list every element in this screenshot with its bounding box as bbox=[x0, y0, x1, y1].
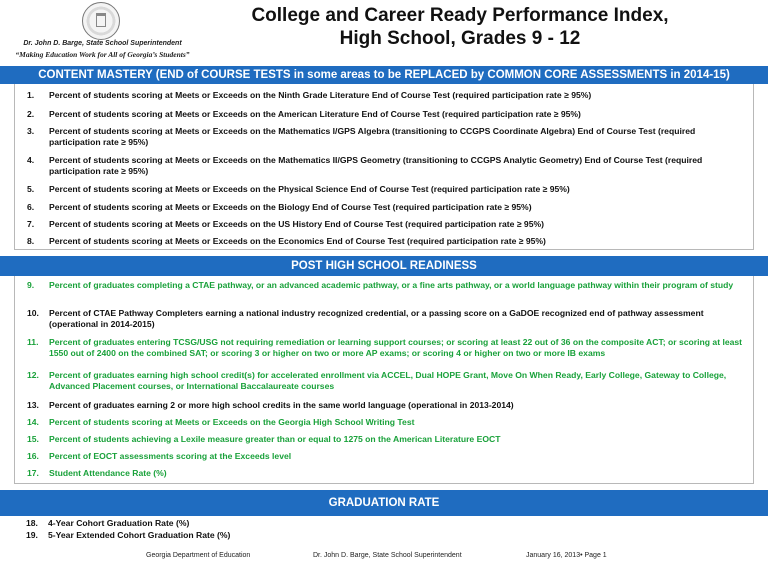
item-number: 12. bbox=[27, 370, 39, 380]
item-number: 7. bbox=[27, 219, 35, 229]
item-number: 3. bbox=[27, 126, 35, 136]
item-text: Percent of CTAE Pathway Completers earning a national industry recognized credential, or a passing score on a GaDOE recognized end of pathway assessment (operational in 2014-2015) bbox=[49, 308, 704, 329]
list-item bbox=[27, 400, 747, 411]
list-item bbox=[27, 451, 747, 462]
item-number: 14. bbox=[27, 417, 39, 427]
list-item bbox=[27, 202, 747, 213]
list-item bbox=[26, 518, 746, 529]
item-number: 15. bbox=[27, 434, 39, 444]
list-item bbox=[27, 219, 747, 230]
superintendent-name: Dr. John D. Barge, State School Superintendent bbox=[23, 40, 182, 47]
footer-superintendent: Dr. John D. Barge, State School Superintendent bbox=[313, 552, 462, 559]
list-item bbox=[27, 417, 747, 428]
item-text: Percent of students scoring at Meets or Exceeds on the Ninth Grade Literature End of Course Test (required participation rate ≥ 95%) bbox=[49, 90, 592, 100]
item-number: 16. bbox=[27, 451, 39, 461]
item-number: 13. bbox=[27, 400, 39, 410]
item-number: 17. bbox=[27, 468, 39, 478]
item-text: Percent of students achieving a Lexile measure greater than or equal to 1275 on the American Literature EOCT bbox=[49, 434, 501, 444]
item-number: 18. bbox=[26, 518, 38, 528]
item-text: Percent of students scoring at Meets or Exceeds on the Physical Science End of Course Test (required participation rate ≥ 95%) bbox=[49, 184, 570, 194]
item-text: Percent of students scoring at Meets or Exceeds on the American Literature End of Course Test (required participation rate ≥ 95%) bbox=[49, 109, 581, 119]
item-text: Percent of graduates entering TCSG/USG not requiring remediation or learning support courses; or scoring at least 22 out of 36 on the composite ACT; or scoring at least 1550 out of 2400 on the combined SAT; or scoring 3 or higher on two or more AP exams; or scoring 4 or higher on two or more IB exams bbox=[49, 337, 743, 358]
item-text: Percent of students scoring at Meets or Exceeds on the Mathematics I/GPS Algebra (transitioning to CCGPS Coordinate Algebra) End of Course Test (required participation rate ≥ 95%) bbox=[49, 126, 696, 147]
post-high-school-readiness-section bbox=[14, 276, 754, 484]
content-mastery-heading: CONTENT MASTERY (END of COURSE TESTS in some areas to be REPLACED by COMMON CORE ASSESSMENTS in 2014-15) bbox=[0, 66, 768, 84]
list-item bbox=[27, 280, 747, 291]
item-text: Percent of students scoring at Meets or Exceeds on the Economics End of Course Test (required participation rate ≥ 95%) bbox=[49, 236, 546, 246]
page-footer bbox=[0, 552, 768, 566]
item-number: 9. bbox=[27, 280, 35, 290]
list-item bbox=[27, 308, 747, 330]
list-item bbox=[27, 90, 747, 101]
page-title bbox=[205, 4, 715, 50]
item-text: Student Attendance Rate (%) bbox=[49, 468, 167, 478]
list-item bbox=[27, 109, 747, 120]
item-number: 10. bbox=[27, 308, 39, 318]
graduation-rate-heading: GRADUATION RATE bbox=[0, 490, 768, 516]
list-item bbox=[27, 155, 747, 177]
title-line-1: College and Career Ready Performance Index, bbox=[251, 5, 669, 26]
motto: “Making Education Work for All of Georgia’s Students” bbox=[15, 50, 190, 59]
item-number: 5. bbox=[27, 184, 35, 194]
item-text: 5-Year Extended Cohort Graduation Rate (%) bbox=[48, 530, 231, 540]
item-number: 1. bbox=[27, 90, 35, 100]
title-line-2: High School, Grades 9 - 12 bbox=[339, 28, 581, 49]
footer-organization: Georgia Department of Education bbox=[146, 552, 251, 559]
item-number: 2. bbox=[27, 109, 35, 119]
item-number: 6. bbox=[27, 202, 35, 212]
item-number: 19. bbox=[26, 530, 38, 540]
item-number: 4. bbox=[27, 155, 35, 165]
list-item bbox=[27, 434, 747, 445]
footer-date-page: January 16, 2013• Page 1 bbox=[526, 552, 607, 559]
item-text: Percent of students scoring at Meets or Exceeds on the Biology End of Course Test (required participation rate ≥ 95%) bbox=[49, 202, 532, 212]
item-text: Percent of students scoring at Meets or Exceeds on the Mathematics II/GPS Geometry (transitioning to CCGPS Analytic Geometry) End of Course Test (required participation rate ≥ 95%) bbox=[49, 155, 703, 176]
list-item bbox=[27, 126, 747, 148]
post-high-school-readiness-heading: POST HIGH SCHOOL READINESS bbox=[0, 256, 768, 276]
georgia-state-seal-icon bbox=[82, 2, 120, 40]
graduation-rate-section bbox=[14, 516, 754, 544]
page-header bbox=[0, 0, 768, 66]
list-item bbox=[27, 468, 747, 479]
item-number: 8. bbox=[27, 236, 35, 246]
list-item bbox=[27, 337, 747, 359]
content-mastery-section bbox=[14, 84, 754, 250]
item-text: Percent of students scoring at Meets or Exceeds on the US History End of Course Test (required participation rate ≥ 95%) bbox=[49, 219, 544, 229]
item-text: Percent of graduates earning high school credit(s) for accelerated enrollment via ACCEL, Dual HOPE Grant, Move On When Ready, Early College, Gateway to College, Advanced Placement courses, or International Baccalaureate courses bbox=[49, 370, 727, 391]
item-text: 4-Year Cohort Graduation Rate (%) bbox=[48, 518, 190, 528]
item-number: 11. bbox=[27, 337, 39, 347]
list-item bbox=[27, 184, 747, 195]
list-item bbox=[27, 370, 747, 392]
item-text: Percent of graduates earning 2 or more high school credits in the same world language (operational in 2013-2014) bbox=[49, 400, 514, 410]
item-text: Percent of students scoring at Meets or Exceeds on the Georgia High School Writing Test bbox=[49, 417, 415, 427]
item-text: Percent of EOCT assessments scoring at the Exceeds level bbox=[49, 451, 292, 461]
list-item bbox=[26, 530, 746, 541]
item-text: Percent of graduates completing a CTAE pathway, or an advanced academic pathway, or a fine arts pathway, or a world language pathway within their program of study bbox=[49, 280, 734, 290]
list-item bbox=[27, 236, 747, 247]
